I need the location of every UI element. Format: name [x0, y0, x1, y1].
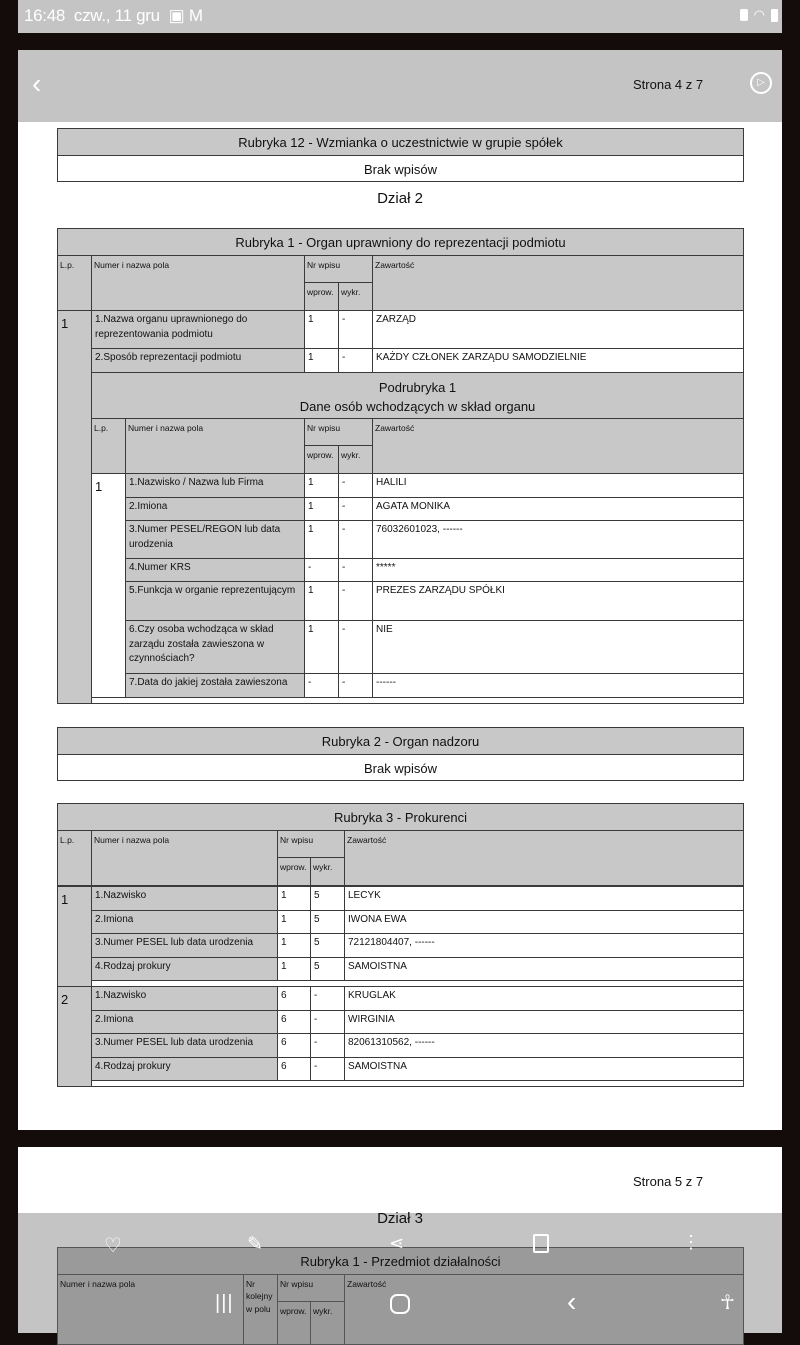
- field-value: 82061310562, ------: [344, 1033, 744, 1058]
- section-heading-dzial-2: Dział 2: [377, 190, 423, 207]
- column-header-nr-wpisu: Nr wpisu: [304, 418, 373, 446]
- column-header-nr-wpisu: Nr wpisu: [277, 830, 345, 858]
- more-icon[interactable]: ⋮: [682, 1232, 700, 1252]
- field-value: HALILI: [372, 473, 744, 498]
- field-value: 76032601023, ------: [372, 520, 744, 559]
- battery-icon: [771, 9, 778, 22]
- status-date: czw., 11 gru: [73, 6, 160, 25]
- trash-icon[interactable]: [533, 1234, 549, 1253]
- entry-wprow: 1: [277, 957, 311, 982]
- entry-wprow: 6: [277, 986, 311, 1011]
- column-header-lp: L.p.: [57, 255, 92, 311]
- entry-wykr: -: [338, 558, 373, 582]
- entry-wprow: -: [304, 673, 339, 698]
- status-time: 16:48: [24, 6, 66, 25]
- chevron-left-icon[interactable]: ‹: [32, 68, 42, 99]
- field-name: 1.Nazwisko / Nazwa lub Firma: [125, 473, 305, 498]
- field-name: 2.Imiona: [91, 1010, 278, 1035]
- entry-wprow: 1: [277, 886, 311, 911]
- column-header-content: Zawartość: [372, 418, 744, 474]
- entry-wykr: -: [310, 1057, 345, 1082]
- status-bar: [18, 0, 782, 33]
- field-name: 2.Imiona: [91, 910, 278, 935]
- entry-wykr: 5: [310, 886, 345, 911]
- field-value: ZARZĄD: [372, 310, 744, 349]
- section-title-rubryka-3: Rubryka 3 - Prokurenci: [57, 803, 744, 831]
- field-name: 3.Numer PESEL/REGON lub data urodzenia: [125, 520, 305, 559]
- entry-wykr: -: [310, 986, 345, 1011]
- entry-wykr: -: [338, 473, 373, 498]
- field-name: 1.Nazwa organu uprawnionego do reprezentowania podmiotu: [91, 310, 305, 349]
- column-header-field: Numer i nazwa pola: [91, 830, 278, 886]
- field-value: WIRGINIA: [344, 1010, 744, 1035]
- column-header-wprow: wprow.: [304, 282, 339, 311]
- column-header-wykr: wykr.: [338, 445, 373, 474]
- battery-saver-icon: [740, 9, 748, 21]
- document-page-5: [18, 1147, 782, 1213]
- entry-wprow: 1: [277, 933, 311, 958]
- field-name: 3.Numer PESEL lub data urodzenia: [91, 1033, 278, 1058]
- empty-entries-label: Brak wpisów: [57, 155, 744, 182]
- entry-wykr: 5: [310, 933, 345, 958]
- field-value: PREZES ZARZĄDU SPÓŁKI: [372, 581, 744, 621]
- entry-wprow: 1: [304, 348, 339, 373]
- entry-wykr: -: [310, 1010, 345, 1035]
- field-name: 4.Numer KRS: [125, 558, 305, 582]
- entry-wprow: 1: [304, 310, 339, 349]
- entry-wykr: -: [338, 620, 373, 674]
- wifi-icon: ◠: [753, 7, 765, 22]
- column-header-field: Numer i nazwa pola: [91, 255, 305, 311]
- table-footer-strip: [91, 697, 744, 704]
- column-header-wykr: wykr.: [338, 282, 373, 311]
- entry-wprow: 1: [304, 520, 339, 559]
- entry-wprow: 6: [277, 1033, 311, 1058]
- entry-wykr: 5: [310, 910, 345, 935]
- subsection-title1: Podrubryka 1: [378, 380, 457, 395]
- field-name: 4.Rodzaj prokury: [91, 1057, 278, 1082]
- empty-entries-label: Brak wpisów: [57, 754, 744, 781]
- entry-wykr: -: [338, 520, 373, 559]
- field-value: 72121804407, ------: [344, 933, 744, 958]
- column-header-field: Numer i nazwa pola: [57, 1274, 244, 1345]
- gallery-icon: ▣: [168, 6, 185, 25]
- pencil-icon[interactable]: ✎: [247, 1234, 263, 1255]
- entry-wykr: -: [338, 310, 373, 349]
- column-header-nr-wpisu: Nr wpisu: [304, 255, 373, 283]
- entry-wprow: 1: [304, 581, 339, 621]
- section-title-dzial-3-rubryka-1: Rubryka 1 - Przedmiot działalności: [57, 1247, 744, 1275]
- row-number: 1: [57, 886, 92, 987]
- entry-wprow: 1: [304, 620, 339, 674]
- field-value: KAŻDY CZŁONEK ZARZĄDU SAMODZIELNIE: [372, 348, 744, 373]
- home-icon[interactable]: [390, 1294, 410, 1314]
- entry-wprow: 1: [304, 473, 339, 498]
- back-icon[interactable]: ‹: [567, 1286, 577, 1317]
- section-title-rubryka-12: Rubryka 12 - Wzmianka o uczestnictwie w grupie spółek: [57, 128, 744, 156]
- entry-wprow: -: [304, 558, 339, 582]
- entry-wykr: 5: [310, 957, 345, 982]
- column-header-content: Zawartość: [344, 830, 744, 886]
- column-header-wprow: wprow.: [277, 857, 311, 886]
- entry-wykr: -: [338, 348, 373, 373]
- field-name: 6.Czy osoba wchodząca w skład zarządu została zawieszona w czynnościach?: [125, 620, 305, 674]
- entry-wykr: -: [338, 497, 373, 521]
- heart-icon[interactable]: ♡: [104, 1235, 122, 1257]
- column-header-content: Zawartość: [344, 1274, 744, 1345]
- field-name: 4.Rodzaj prokury: [91, 957, 278, 982]
- field-value: ------: [372, 673, 744, 698]
- gmail-icon: M: [188, 6, 203, 25]
- column-header-nr-kolejny: Nr kolejny w polu: [243, 1274, 278, 1345]
- field-value: IWONA EWA: [344, 910, 744, 935]
- page-indicator-5: Strona 5 z 7: [633, 1174, 704, 1189]
- subsection-title2: Dane osób wchodzących w skład organu: [299, 398, 536, 414]
- entry-wprow: 6: [277, 1057, 311, 1082]
- field-name: 2.Sposób reprezentacji podmiotu: [91, 348, 305, 373]
- field-name: 7.Data do jakiej została zawieszona: [125, 673, 305, 698]
- column-header-nr-wpisu: Nr wpisu: [277, 1274, 345, 1302]
- viewer-toolbar: [18, 50, 782, 122]
- section-heading-dzial-3: Dział 3: [377, 1210, 423, 1227]
- column-header-wykr: wykr.: [310, 1301, 345, 1345]
- field-value: LECYK: [344, 886, 744, 911]
- group-separator: [91, 1080, 744, 1087]
- entry-wprow: 6: [277, 1010, 311, 1035]
- row-number: 2: [57, 986, 92, 1087]
- entry-wykr: -: [338, 581, 373, 621]
- field-name: 2.Imiona: [125, 497, 305, 521]
- person-number: 1: [91, 473, 126, 698]
- row-number: 1: [57, 310, 92, 704]
- section-title-rubryka-2: Rubryka 2 - Organ nadzoru: [57, 727, 744, 755]
- field-value: SAMOISTNA: [344, 957, 744, 982]
- field-name: 1.Nazwisko: [91, 986, 278, 1011]
- column-header-wprow: wprow.: [277, 1301, 311, 1345]
- field-name: 5.Funkcja w organie reprezentującym: [125, 581, 305, 621]
- field-name: 1.Nazwisko: [91, 886, 278, 911]
- recent-apps-icon[interactable]: |||: [215, 1292, 234, 1314]
- subsection-title: [91, 372, 744, 419]
- entry-wprow: 1: [277, 910, 311, 935]
- share-icon[interactable]: ⋖: [389, 1233, 405, 1253]
- field-value: AGATA MONIKA: [372, 497, 744, 521]
- column-header-lp: L.p.: [57, 830, 92, 886]
- column-header-content: Zawartość: [372, 255, 744, 311]
- column-header-lp: L.p.: [91, 418, 126, 474]
- field-value: SAMOISTNA: [344, 1057, 744, 1082]
- accessibility-icon[interactable]: ☥: [720, 1292, 735, 1314]
- column-header-wprow: wprow.: [304, 445, 339, 474]
- column-header-wykr: wykr.: [310, 857, 345, 886]
- field-name: 3.Numer PESEL lub data urodzenia: [91, 933, 278, 958]
- entry-wprow: 1: [304, 497, 339, 521]
- section-title-rubryka-1: Rubryka 1 - Organ uprawniony do reprezentacji podmiotu: [57, 228, 744, 256]
- field-value: KRUGLAK: [344, 986, 744, 1011]
- play-rotate-icon[interactable]: ▷: [750, 72, 772, 94]
- entry-wykr: -: [338, 673, 373, 698]
- field-value: NIE: [372, 620, 744, 674]
- field-value: *****: [372, 558, 744, 582]
- column-header-field: Numer i nazwa pola: [125, 418, 305, 474]
- page-indicator: Strona 4 z 7: [633, 77, 704, 92]
- entry-wykr: -: [310, 1033, 345, 1058]
